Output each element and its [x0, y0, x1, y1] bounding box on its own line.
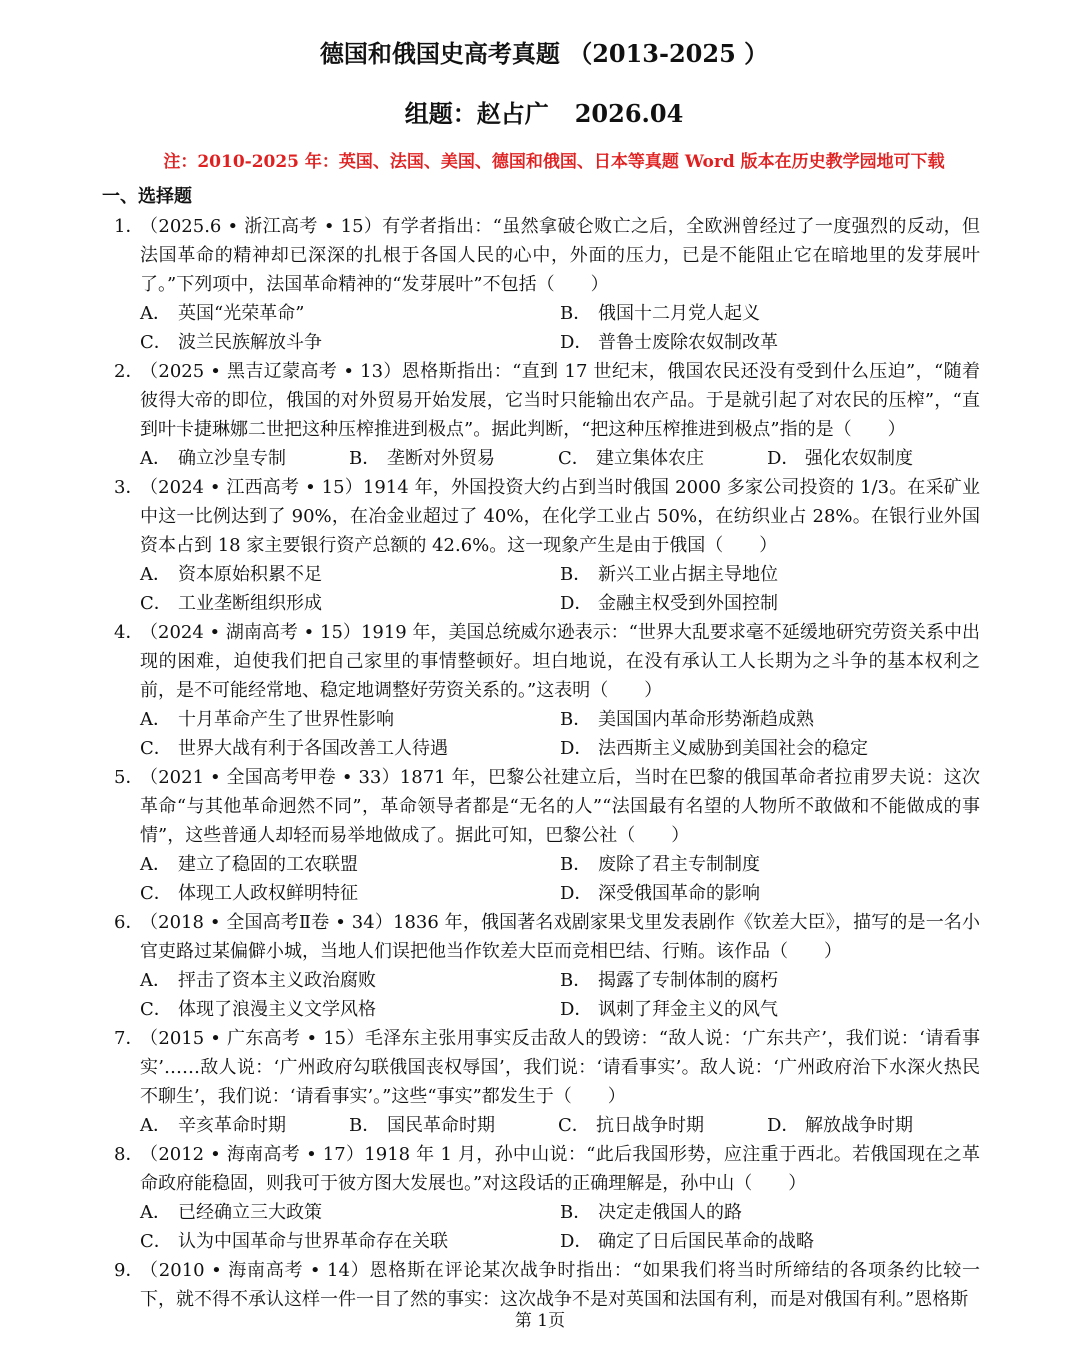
question-item	[108, 473, 980, 618]
answer-option	[767, 1111, 976, 1140]
option-letter: B．	[349, 448, 381, 469]
question-text: （2021 • 全国高考甲卷 • 33）1871 年，巴黎公社建立后，当时在巴黎的俄国革命者拉甫罗夫说：这次革命“与其他革命迥然不同”，革命领导者都是“无名的人”“法国最有名望的人物所不敢做和不能做成的事情”，这些普通人却轻而易举地做成了。据此可知，巴黎公社（ ）	[140, 767, 980, 846]
option-letter: B．	[560, 1202, 592, 1223]
question-stem	[108, 473, 980, 560]
answer-option	[560, 560, 980, 589]
answer-option	[560, 299, 980, 328]
option-text: 已经确立三大政策	[178, 1202, 322, 1223]
question-item	[108, 908, 980, 1024]
answer-option	[140, 966, 560, 995]
option-group	[108, 299, 980, 357]
option-letter: A．	[140, 303, 171, 324]
option-text: 体现工人政权鲜明特征	[178, 883, 358, 904]
option-letter: D．	[560, 1231, 593, 1252]
option-text: 抗日战争时期	[596, 1115, 704, 1136]
question-stem	[108, 1024, 980, 1111]
option-letter: D．	[560, 999, 593, 1020]
option-letter: C．	[140, 332, 172, 353]
option-group	[108, 444, 980, 473]
answer-option	[560, 966, 980, 995]
option-group	[108, 705, 980, 763]
page-subtitle	[108, 86, 980, 142]
question-text: （2024 • 江西高考 • 15）1914 年，外国投资大约占到当时俄国 2000 多家公司投资的 1/3。在采矿业中这一比例达到了 90%，在冶金业超过了 40%，在化学工业占 50%，在纺织业占 28%。在银行业外国资本占到 18 家主要银行资产总额的 42.6%。这一现象产生是由于俄国（ ）	[140, 477, 980, 556]
question-number: 3．	[114, 477, 144, 498]
option-letter: D．	[560, 332, 593, 353]
answer-option	[140, 1198, 560, 1227]
option-letter: A．	[140, 709, 171, 730]
option-group	[108, 1111, 980, 1140]
question-item	[108, 1024, 980, 1140]
question-text: （2015 • 广东高考 • 15）毛泽东主张用事实反击敌人的毁谤：“敌人说：‘广东共产’，我们说：‘请看事实’……敌人说：‘广州政府勾联俄国丧权辱国’，我们说：‘请看事实’。敌人说：‘广州政府治下水深火热民不聊生’，我们说：‘请看事实’。”这些“事实”都发生于（ ）	[140, 1028, 980, 1107]
option-text: 深受俄国革命的影响	[598, 883, 760, 904]
answer-option	[560, 995, 980, 1024]
option-text: 新兴工业占据主导地位	[598, 564, 778, 585]
option-text: 普鲁士废除农奴制改革	[598, 332, 778, 353]
option-group	[108, 1198, 980, 1256]
option-letter: C．	[140, 1231, 172, 1252]
option-letter: D．	[560, 738, 593, 759]
question-stem	[108, 212, 980, 299]
answer-option	[560, 734, 980, 763]
question-text: （2025 • 黑吉辽蒙高考 • 13）恩格斯指出：“直到 17 世纪末，俄国农民还没有受到什么压迫”，“随着彼得大帝的即位，俄国的对外贸易开始发展，它当时只能输出农产品。于是就引起了对农民的压榨”，“直到叶卡捷琳娜二世把这种压榨推进到极点”。据此判断，“把这种压榨推进到极点”指的是（ ）	[140, 361, 980, 440]
option-text: 垄断对外贸易	[387, 448, 495, 469]
answer-option	[140, 1227, 560, 1256]
answer-option	[140, 299, 560, 328]
option-letter: C．	[140, 999, 172, 1020]
option-letter: A．	[140, 1202, 171, 1223]
answer-option	[140, 995, 560, 1024]
option-text: 体现了浪漫主义文学风格	[178, 999, 376, 1020]
answer-option	[140, 560, 560, 589]
answer-option	[560, 328, 980, 357]
option-letter: B．	[560, 854, 592, 875]
compiler-label: 组题：赵占广	[404, 99, 549, 128]
option-text: 建立了稳固的工农联盟	[178, 854, 358, 875]
option-text: 认为中国革命与世界革命存在关联	[178, 1231, 448, 1252]
question-text: （2012 • 海南高考 • 17）1918 年 1 月，孙中山说：“此后我国形势，应注重于西北。若俄国现在之革命政府能稳固，则我可于彼方图大发展也。”对这段话的正确理解是，孙中山（ ）	[140, 1144, 980, 1194]
option-group	[108, 966, 980, 1024]
answer-option	[560, 1198, 980, 1227]
option-text: 世界大战有利于各国改善工人待遇	[178, 738, 448, 759]
question-number: 4．	[114, 622, 144, 643]
question-number: 6．	[114, 912, 144, 933]
option-group	[108, 560, 980, 618]
option-letter: A．	[140, 1115, 171, 1136]
option-text: 工业垄断组织形成	[178, 593, 322, 614]
question-number: 7．	[114, 1028, 144, 1049]
option-letter: D．	[767, 448, 800, 469]
question-number: 2．	[114, 361, 144, 382]
option-text: 波兰民族解放斗争	[178, 332, 322, 353]
question-text: （2024 • 湖南高考 • 15）1919 年，美国总统威尔逊表示：“世界大乱要求毫不延缓地研究劳资关系中出现的困难，迫使我们把自己家里的事情整顿好。坦白地说，在没有承认工人长期为之斗争的基本权利之前，是不可能经常地、稳定地调整好劳资关系的。”这表明（ ）	[140, 622, 980, 701]
option-letter: B．	[349, 1115, 381, 1136]
option-letter: B．	[560, 303, 592, 324]
option-letter: C．	[558, 1115, 590, 1136]
option-text: 美国国内革命形势渐趋成熟	[598, 709, 814, 730]
answer-option	[140, 328, 560, 357]
question-number: 8．	[114, 1144, 144, 1165]
answer-option	[349, 444, 558, 473]
answer-option	[560, 705, 980, 734]
option-text: 资本原始积累不足	[178, 564, 322, 585]
answer-option	[558, 1111, 767, 1140]
answer-option	[140, 705, 560, 734]
answer-option	[140, 1111, 349, 1140]
option-letter: B．	[560, 564, 592, 585]
answer-option	[140, 589, 560, 618]
option-letter: D．	[767, 1115, 800, 1136]
option-group	[108, 850, 980, 908]
question-number: 5．	[114, 767, 144, 788]
question-item	[108, 763, 980, 908]
answer-option	[140, 879, 560, 908]
answer-option	[560, 879, 980, 908]
option-letter: A．	[140, 970, 171, 991]
question-item	[108, 212, 980, 357]
question-item	[108, 618, 980, 763]
option-text: 十月革命产生了世界性影响	[178, 709, 394, 730]
answer-option	[560, 589, 980, 618]
option-letter: A．	[140, 854, 171, 875]
option-text: 解放战争时期	[805, 1115, 913, 1136]
question-item	[108, 1140, 980, 1256]
answer-option	[558, 444, 767, 473]
option-text: 金融主权受到外国控制	[598, 593, 778, 614]
option-letter: C．	[140, 738, 172, 759]
download-note: 注：2010-2025 年：英国、法国、美国、德国和俄国、日本等真题 Word 版本在历史教学园地可下载	[163, 152, 945, 172]
option-letter: B．	[560, 970, 592, 991]
option-text: 废除了君主专制制度	[598, 854, 760, 875]
option-letter: C．	[140, 883, 172, 904]
option-text: 建立集体农庄	[596, 448, 704, 469]
question-item	[108, 357, 980, 473]
answer-option	[560, 1227, 980, 1256]
page-number: 第 1页	[514, 1311, 566, 1331]
option-letter: D．	[560, 883, 593, 904]
question-stem	[108, 908, 980, 966]
question-text: （2010 • 海南高考 • 14）恩格斯在评论某次战争时指出：“如果我们将当时所缔结的各项条约比较一下，就不得不承认这样一件一目了然的事实：这次战争不是对英国和法国有利，而是对俄国有利。”恩格斯	[140, 1260, 980, 1310]
answer-option	[560, 850, 980, 879]
option-letter: A．	[140, 448, 171, 469]
question-stem	[108, 763, 980, 850]
option-text: 讽刺了拜金主义的风气	[598, 999, 778, 1020]
question-stem	[108, 357, 980, 444]
answer-option	[767, 444, 976, 473]
option-letter: C．	[558, 448, 590, 469]
question-number: 1．	[114, 216, 144, 237]
question-text: （2018 • 全国高考Ⅱ卷 • 34）1836 年，俄国著名戏剧家果戈里发表剧作《钦差大臣》，描写的是一名小官吏路过某偏僻小城，当地人们误把他当作钦差大臣而竞相巴结、行贿。该作品（ ）	[140, 912, 980, 962]
page-title: 德国和俄国史高考真题 （2013-2025 ）	[319, 39, 769, 68]
option-letter: B．	[560, 709, 592, 730]
option-text: 英国“光荣革命”	[178, 303, 305, 324]
answer-option	[140, 444, 349, 473]
option-text: 辛亥革命时期	[178, 1115, 286, 1136]
question-text: （2025.6 • 浙江高考 • 15）有学者指出：“虽然拿破仑败亡之后，全欧洲曾经过了一度强烈的反动，但法国革命的精神却已深深的扎根于各国人民的心中，外面的压力，已是不能阻止它在暗地里的发芽展叶了。”下列项中，法国革命精神的“发芽展叶”不包括（ ）	[140, 216, 980, 295]
date-label: 2026.04	[574, 99, 684, 128]
option-text: 抨击了资本主义政治腐败	[178, 970, 376, 991]
option-text: 揭露了专制体制的腐朽	[598, 970, 778, 991]
answer-option	[349, 1111, 558, 1140]
option-text: 法西斯主义威胁到美国社会的稳定	[598, 738, 868, 759]
question-number: 9．	[114, 1260, 144, 1281]
option-letter: A．	[140, 564, 171, 585]
option-text: 强化农奴制度	[805, 448, 913, 469]
option-letter: C．	[140, 593, 172, 614]
option-text: 决定走俄国人的路	[598, 1202, 742, 1223]
question-list	[108, 212, 980, 1314]
option-text: 确定了日后国民革命的战略	[598, 1231, 814, 1252]
section-heading: 一、选择题	[102, 186, 192, 207]
question-stem	[108, 618, 980, 705]
answer-option	[140, 850, 560, 879]
option-text: 确立沙皇专制	[178, 448, 286, 469]
answer-option	[140, 734, 560, 763]
option-letter: D．	[560, 593, 593, 614]
question-stem	[108, 1140, 980, 1198]
option-text: 俄国十二月党人起义	[598, 303, 760, 324]
option-text: 国民革命时期	[387, 1115, 495, 1136]
